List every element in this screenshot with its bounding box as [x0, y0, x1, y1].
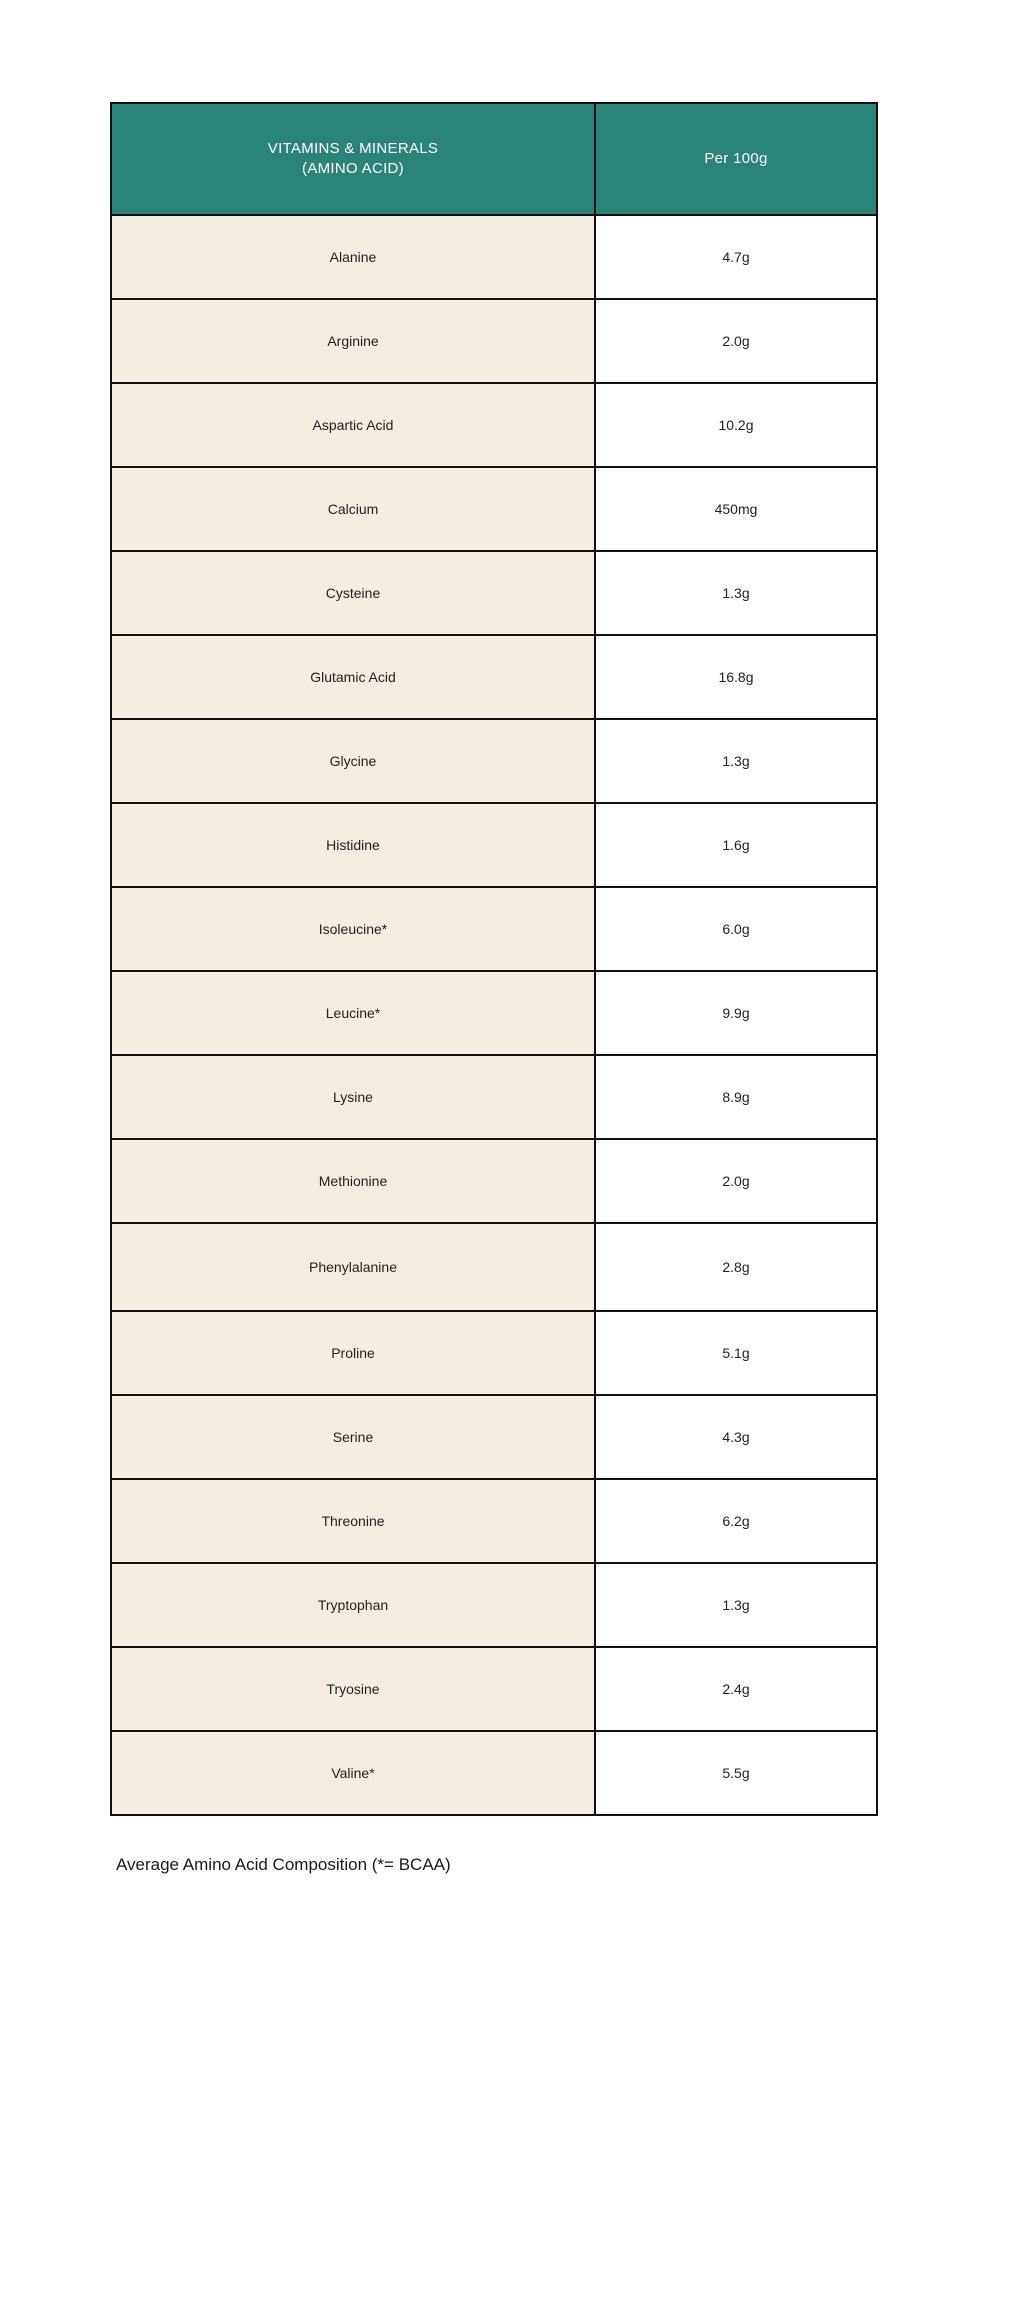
table-row: [111, 467, 877, 551]
nutrient-name-cell: Glycine: [111, 719, 595, 803]
nutrient-name-cell: Leucine*: [111, 971, 595, 1055]
nutrient-name-cell: Calcium: [111, 467, 595, 551]
table-row: [111, 1479, 877, 1563]
nutrient-value-cell: 10.2g: [595, 383, 877, 467]
table-header: [111, 103, 877, 215]
nutrient-value-cell: 2.0g: [595, 299, 877, 383]
nutrient-name-cell: Isoleucine*: [111, 887, 595, 971]
nutrient-value-cell: 1.3g: [595, 1563, 877, 1647]
nutrient-value-cell: 450mg: [595, 467, 877, 551]
nutrient-value-cell: 2.0g: [595, 1139, 877, 1223]
nutrient-value-cell: 6.2g: [595, 1479, 877, 1563]
nutrient-value-cell: 5.5g: [595, 1731, 877, 1815]
nutrient-name-cell: Aspartic Acid: [111, 383, 595, 467]
nutrient-name-cell: Tryptophan: [111, 1563, 595, 1647]
table-row: [111, 551, 877, 635]
header-per-100g: Per 100g: [595, 103, 877, 215]
table-row: [111, 1395, 877, 1479]
nutrient-value-cell: 5.1g: [595, 1311, 877, 1395]
amino-acid-table: [110, 102, 878, 1816]
table-row: [111, 299, 877, 383]
nutrient-name-cell: Tryosine: [111, 1647, 595, 1731]
nutrient-name-cell: Methionine: [111, 1139, 595, 1223]
table-caption: Average Amino Acid Composition (*= BCAA): [116, 1855, 451, 1874]
table-row: [111, 719, 877, 803]
nutrient-name-cell: Phenylalanine: [111, 1223, 595, 1311]
table-row: [111, 215, 877, 299]
nutrient-value-cell: 16.8g: [595, 635, 877, 719]
nutrient-name-cell: Proline: [111, 1311, 595, 1395]
nutrient-value-cell: 8.9g: [595, 1055, 877, 1139]
table-row: [111, 1223, 877, 1311]
table-row: [111, 1563, 877, 1647]
header-nutrient-line1: VITAMINS & MINERALS: [267, 140, 439, 157]
header-nutrient: [111, 103, 595, 215]
table-row: [111, 1731, 877, 1815]
nutrient-value-cell: 6.0g: [595, 887, 877, 971]
nutrient-name-cell: Serine: [111, 1395, 595, 1479]
table-body: [111, 215, 877, 1815]
header-nutrient-line2: (AMINO ACID): [302, 160, 404, 177]
table-row: [111, 971, 877, 1055]
nutrient-name-cell: Cysteine: [111, 551, 595, 635]
table-row: [111, 1647, 877, 1731]
nutrient-value-cell: 1.3g: [595, 719, 877, 803]
nutrient-value-cell: 1.3g: [595, 551, 877, 635]
nutrient-name-cell: Histidine: [111, 803, 595, 887]
table-row: [111, 1139, 877, 1223]
nutrient-value-cell: 2.4g: [595, 1647, 877, 1731]
nutrient-name-cell: Valine*: [111, 1731, 595, 1815]
nutrient-name-cell: Arginine: [111, 299, 595, 383]
amino-acid-table-container: [110, 102, 876, 1816]
header-row: [111, 103, 877, 215]
table-row: [111, 887, 877, 971]
table-row: [111, 635, 877, 719]
nutrient-name-cell: Threonine: [111, 1479, 595, 1563]
nutrient-name-cell: Lysine: [111, 1055, 595, 1139]
table-row: [111, 1311, 877, 1395]
nutrient-name-cell: Glutamic Acid: [111, 635, 595, 719]
table-row: [111, 803, 877, 887]
nutrient-value-cell: 9.9g: [595, 971, 877, 1055]
table-row: [111, 1055, 877, 1139]
nutrient-value-cell: 1.6g: [595, 803, 877, 887]
nutrient-name-cell: Alanine: [111, 215, 595, 299]
nutrient-value-cell: 4.7g: [595, 215, 877, 299]
nutrient-value-cell: 4.3g: [595, 1395, 877, 1479]
nutrient-value-cell: 2.8g: [595, 1223, 877, 1311]
table-row: [111, 383, 877, 467]
